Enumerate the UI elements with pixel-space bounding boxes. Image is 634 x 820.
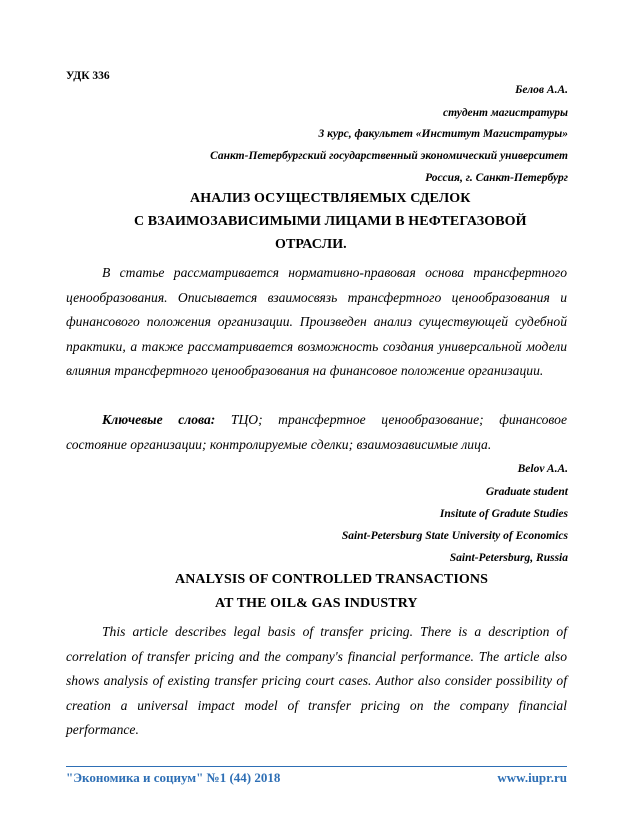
footer-divider xyxy=(66,766,567,767)
en-author-location: Saint-Petersburg, Russia xyxy=(449,552,568,564)
en-abstract xyxy=(66,620,567,743)
en-title-line-1: ANALYSIS OF CONTROLLED TRANSACTIONS xyxy=(175,572,489,587)
ru-keywords-label: Ключевые слова: xyxy=(102,412,216,427)
en-author-university: Saint-Petersburg State University of Economics xyxy=(341,530,568,542)
ru-abstract xyxy=(66,261,567,384)
ru-abstract-text: В статье рассматривается нормативно-правовая основа трансфертного ценообразования. Описывается взаимосвязь трансфертного ценообразования и финансового положения организации. Произведен анализ существующей судебной практики, а также рассматривается возможность создания универсальной модели влияния трансфертного ценообразования на финансовое положение организации. xyxy=(66,265,567,378)
en-title-line-2: AT THE OIL& GAS INDUSTRY xyxy=(215,596,418,611)
ru-title-line-2: С ВЗАИМОЗАВИСИМЫМИ ЛИЦАМИ В НЕФТЕГАЗОВОЙ xyxy=(134,214,527,229)
en-abstract-text: This article describes legal basis of transfer pricing. There is a description of correlation of transfer pricing and the company's financial performance. The article also shows analysis of existing transfer pricing court cases. Author also consider possibility of creation a universal impact model of transfer pricing on the company financial performance. xyxy=(66,624,567,737)
ru-author-position: студент магистратуры xyxy=(442,107,568,119)
en-author-name: Belov A.A. xyxy=(517,463,568,475)
en-author-position: Graduate student xyxy=(485,486,568,498)
ru-author-course: 3 курс, факультет «Институт Магистратуры» xyxy=(318,128,568,140)
ru-keywords xyxy=(66,408,567,457)
ru-author-name: Белов А.А. xyxy=(515,84,568,96)
ru-title-line-1: АНАЛИЗ ОСУЩЕСТВЛЯЕМЫХ СДЕЛОК xyxy=(190,191,471,206)
footer-website-link[interactable]: www.iupr.ru xyxy=(497,770,567,785)
ru-author-university: Санкт-Петербургский государственный экономический университет xyxy=(210,150,568,162)
ru-keywords-text: ТЦО; трансфертное ценообразование; финансовое состояние организации; контролируемые сделки; взаимозависимые лица. xyxy=(66,412,567,452)
ru-author-location: Россия, г. Санкт-Петербург xyxy=(425,172,568,184)
udk-code: УДК 336 xyxy=(66,70,110,82)
en-author-institute: Insitute of Gradute Studies xyxy=(439,508,568,520)
footer-journal: "Экономика и социум" №1 (44) 2018 xyxy=(66,770,281,785)
ru-title-line-3: ОТРАСЛИ. xyxy=(275,237,347,252)
